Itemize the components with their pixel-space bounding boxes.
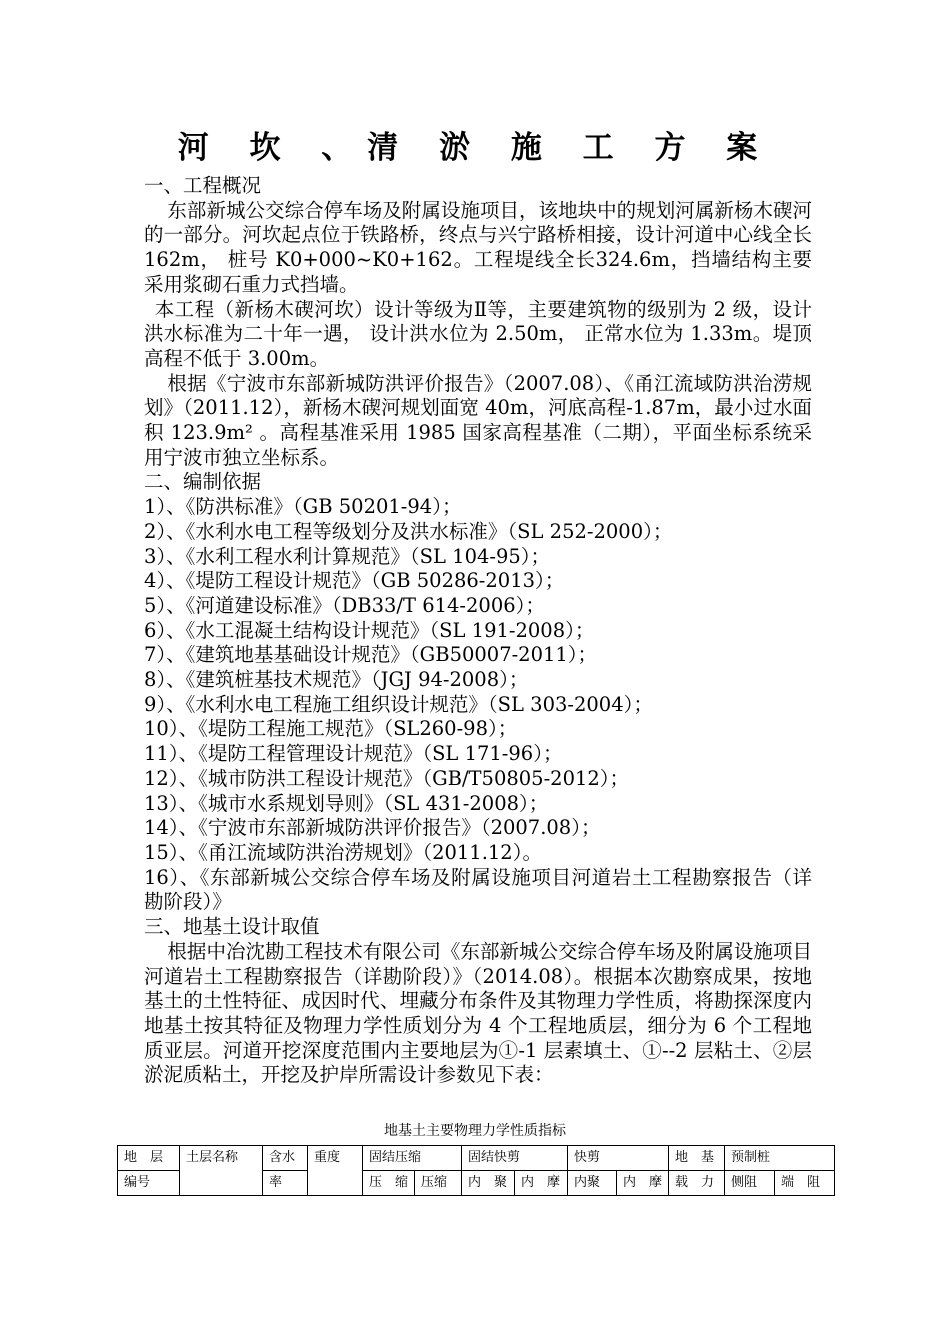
header-cell-layer: 地 层 [118,1146,180,1171]
list-item: 2）、《水利水电工程等级划分及洪水标准》（SL 252-2000）； [144,519,673,543]
soil-properties-table [117,1145,835,1196]
header-cell-consolidation: 固结压缩 [363,1146,462,1171]
sub-cell-pile-1: 侧阻 [725,1171,775,1196]
list-item: 5）、《河道建设标准》（DB33/T 614-2006）； [144,593,545,617]
sub-cell-q-1: 内聚 [568,1171,617,1196]
section-heading-overview: 一、工程概况 [144,174,262,197]
sub-cell-cq-1: 内 聚 [462,1171,515,1196]
document-body [144,174,812,1088]
list-item: 9）、《水利水电工程施工组织设计规范》（SL 303-2004）； [144,692,653,716]
list-item: 14）、《宁波市东部新城防洪评价报告》（2007.08）； [144,816,601,840]
header-cell-pile: 预制桩 [725,1146,835,1171]
paragraph-overview-3: 根据《宁波市东部新城防洪评价报告》（2007.08）、《甬江流域防洪治涝规划》（2011.12），新杨木碶河规划面宽 40m，河底高程-1.87m，最小过水面积 123.9m² 。高程基准采用 1985 国家高程基准（二期），平面坐标系统采用宁波市独立坐标系。 [144,371,812,469]
sub-cell-pile-2: 端 阻 [775,1171,835,1196]
section-heading-soil: 三、地基土设计取值 [144,915,320,939]
table-caption: 地基土主要物理力学性质指标 [384,1123,566,1139]
header-cell-density: 重度 [308,1146,363,1196]
list-item: 6）、《水工混凝土结构设计规范》（SL 191-2008）； [144,618,595,642]
list-item: 12）、《城市防洪工程设计规范》（GB/T50805-2012）； [144,766,630,790]
document-title: 河 坎 、清 淤 施 工 方 案 [177,130,773,166]
paragraph-overview-2: 本工程（新杨木碶河坎）设计等级为Ⅱ等，主要建筑物的级别为 2 级，设计洪水标准为二十年一遇， 设计洪水位为 2.50m， 正常水位为 1.33m。堤顶高程不低于 3.00m。 [144,297,812,370]
header-cell-soil-name: 土层名称 [180,1146,263,1196]
sub-cell-q-2: 内 摩 [617,1171,669,1196]
list-item: 1）、《防洪标准》（GB 50201-94）； [144,495,462,519]
list-item: 13）、《城市水系规划导则》（SL 431-2008）； [144,791,549,815]
header-cell-cq-shear: 固结快剪 [462,1146,568,1171]
list-item: 15）、《甬江流域防洪治涝规划》（2011.12）。 [144,840,542,864]
header-cell-bearing-2: 载 力 [669,1171,725,1196]
header-cell-layer-2: 编号 [118,1171,180,1196]
section-heading-basis: 二、编制依据 [144,470,262,494]
list-item: 7）、《建筑地基基础设计规范》（GB50007-2011）； [144,643,598,667]
table-header-row [118,1146,835,1171]
header-cell-quick-shear: 快剪 [568,1146,669,1171]
list-item: 3）、《水利工程水利计算规范》（SL 104-95）； [144,544,551,568]
list-item: 16）、《东部新城公交综合停车场及附属设施项目河道岩土工程勘察报告（详勘阶段）》 [144,865,812,914]
header-cell-water: 含水 [263,1146,308,1171]
list-item: 8）、《建筑桩基技术规范》（JGJ 94-2008）； [144,668,529,692]
list-item: 4）、《堤防工程设计规范》（GB 50286-2013）； [144,569,565,593]
header-cell-bearing: 地 基 [669,1146,725,1171]
list-item: 11）、《堤防工程管理设计规范》（SL 171-96）； [144,742,563,766]
paragraph-overview-1: 东部新城公交综合停车场及附属设施项目，该地块中的规划河属新杨木碶河的一部分。河坎起点位于铁路桥，终点与兴宁路桥相接，设计河道中心线全长 162m， 桩号 K0+000~K0+162。工程堤线全长324.6m，挡墙结构主要采用浆砌石重力式挡墙。 [144,198,812,296]
header-cell-water-2: 率 [263,1171,308,1196]
sub-cell-compress-2: 压缩 [415,1171,462,1196]
list-item: 10）、《堤防工程施工规范》（SL260-98）； [144,717,518,741]
sub-cell-compress-1: 压 缩 [363,1171,415,1196]
paragraph-soil-1: 根据中冶沈勘工程技术有限公司《东部新城公交综合停车场及附属设施项目河道岩土工程勘察报告（详勘阶段）》（2014.08）。根据本次勘察成果，按地基土的土性特征、成因时代、埋藏分布条件及其物理力学性质，将勘探深度内地基土按其特征及物理力学性质划分为 4 个工程地质层，细分为 6 个工程地质亚层。河道开挖深度范围内主要地层为①-1 层素填土、①--2 层粘土、②层淤泥质粘土，开挖及护岸所需设计参数见下表： [144,939,812,1087]
sub-cell-cq-2: 内 摩 [515,1171,568,1196]
